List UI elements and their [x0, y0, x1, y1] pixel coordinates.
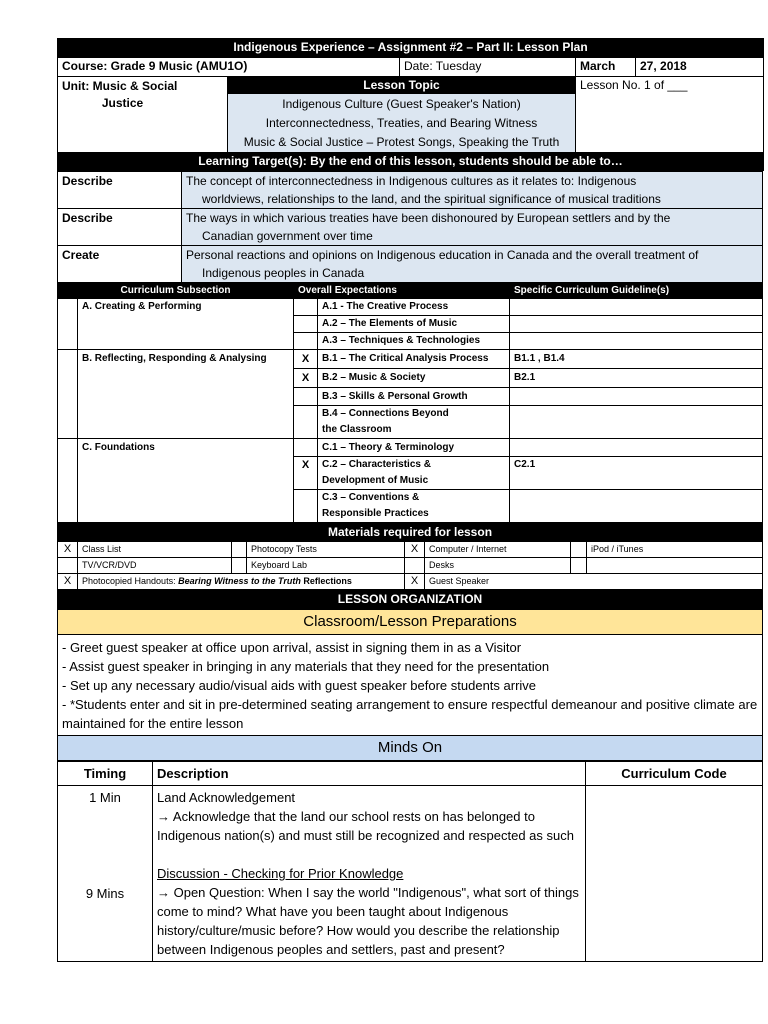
curriculum-check: [294, 388, 318, 406]
curriculum-guideline: [510, 439, 763, 457]
curriculum-subsection: C. Foundations: [78, 439, 294, 523]
curriculum-expectation: C.3 – Conventions & Responsible Practices: [318, 490, 510, 523]
target-text: [182, 246, 763, 283]
curriculum-header-guidelines: Specific Curriculum Guideline(s): [510, 284, 763, 299]
material-item: Photocopy Tests: [247, 542, 405, 558]
learning-targets-table: [57, 171, 763, 283]
materials-header: Materials required for lesson: [58, 524, 763, 542]
curriculum-guideline: [510, 406, 763, 439]
timing-value: 9 Mins: [85, 886, 125, 901]
preparation-item: - *Students enter and sit in pre-determined seating arrangement to ensure respectful demeanour and positive climate are maintained for the entire lesson: [62, 697, 758, 731]
curriculum-check: [294, 333, 318, 350]
topic-item: Music & Social Justice – Protest Songs, Speaking the Truth: [243, 135, 560, 149]
topic-item: Indigenous Culture (Guest Speaker's Nation): [282, 97, 521, 111]
curriculum-check: [294, 406, 318, 439]
curriculum-code-cell: [586, 786, 763, 962]
curriculum-guideline: [510, 388, 763, 406]
target-line: Canadian government over time: [202, 229, 373, 243]
material-check: X: [58, 574, 78, 590]
target-verb: Describe: [58, 172, 182, 209]
lesson-topic-header: Lesson Topic: [228, 77, 575, 94]
material-item: Keyboard Lab: [247, 558, 405, 574]
preparation-item: - Greet guest speaker at office upon arrival, assist in signing them in as a Visitor: [62, 640, 522, 655]
curriculum-guideline: [510, 490, 763, 523]
curriculum-expectation: B.1 – The Critical Analysis Process: [318, 350, 510, 369]
description-header: Description: [153, 762, 586, 786]
timing-column: [58, 786, 153, 962]
curriculum-check: X: [294, 350, 318, 369]
document-title: Indigenous Experience – Assignment #2 – Part II: Lesson Plan: [58, 39, 764, 58]
activity-title: Land Acknowledgement: [157, 790, 296, 805]
curriculum-guideline: B2.1: [510, 369, 763, 388]
material-item: TV/VCR/DVD: [78, 558, 232, 574]
lesson-topic-list: [228, 94, 575, 152]
timing-header: Timing: [58, 762, 153, 786]
curriculum-row: [58, 299, 763, 316]
preparation-item: - Assist guest speaker in bringing in any materials that they need for the presentation: [62, 659, 550, 674]
curriculum-subsection: B. Reflecting, Responding & Analysing: [78, 350, 294, 439]
material-check: [571, 558, 587, 574]
materials-row: [58, 542, 763, 558]
material-check: [232, 542, 247, 558]
materials-table: [57, 523, 763, 609]
curriculum-check: X: [294, 457, 318, 490]
curriculum-guideline: [510, 299, 763, 316]
curriculum-expectation: A.2 – The Elements of Music: [318, 316, 510, 333]
curriculum-header-expectations: Overall Expectations: [294, 284, 510, 299]
learning-target-header: Learning Target(s): By the end of this lesson, students should be able to…: [58, 153, 764, 171]
target-line: Personal reactions and opinions on Indigenous education in Canada and the overall treatment of: [186, 248, 699, 262]
month-field: March: [576, 58, 636, 77]
unit-line-2: Justice: [101, 96, 144, 110]
material-check: X: [405, 574, 425, 590]
curriculum-check: [294, 316, 318, 333]
curriculum-header-subsection: Curriculum Subsection: [58, 284, 294, 299]
target-line: Indigenous peoples in Canada: [202, 266, 365, 280]
materials-row: [58, 574, 763, 590]
handout-item: [78, 574, 405, 590]
minds-on-table: [57, 761, 763, 962]
preparations-list: [58, 635, 763, 736]
minds-on-header: Minds On: [58, 736, 763, 761]
materials-row: [58, 558, 763, 574]
material-item: Guest Speaker: [425, 574, 763, 590]
learning-target-row: [58, 246, 763, 283]
material-check: [405, 558, 425, 574]
curriculum-table: [57, 283, 763, 523]
curriculum-expectation: A.3 – Techniques & Technologies: [318, 333, 510, 350]
lesson-plan-document: [57, 38, 763, 962]
curriculum-expectation: A.1 - The Creative Process: [318, 299, 510, 316]
target-verb: Describe: [58, 209, 182, 246]
curriculum-check: [294, 439, 318, 457]
learning-target-row: [58, 172, 763, 209]
header-table: [57, 38, 764, 171]
curriculum-guideline: C2.1: [510, 457, 763, 490]
curriculum-row: [58, 439, 763, 457]
target-line: worldviews, relationships to the land, and the spiritual significance of musical traditions: [202, 192, 661, 206]
curriculum-check: [294, 490, 318, 523]
handout-prefix: Photocopied Handouts:: [82, 576, 179, 586]
topic-item: Interconnectedness, Treaties, and Bearing Witness: [265, 116, 538, 130]
learning-target-row: [58, 209, 763, 246]
curriculum-expectation: C.1 – Theory & Terminology: [318, 439, 510, 457]
target-text: [182, 172, 763, 209]
timing-value: 1 Min: [89, 790, 121, 805]
curriculum-guideline: B1.1 , B1.4: [510, 350, 763, 369]
lesson-topic-cell: [228, 77, 576, 153]
curriculum-expectation: B.2 – Music & Society: [318, 369, 510, 388]
preparation-item: - Set up any necessary audio/visual aids with guest speaker before students arrive: [62, 678, 537, 693]
curriculum-check: [294, 299, 318, 316]
activity-body: → Acknowledge that the land our school rests on has belonged to Indigenous nation(s) and must still be recognized and respected as such: [157, 809, 574, 843]
target-line: The ways in which various treaties have been dishonoured by European settlers and by the: [186, 211, 671, 225]
target-text: [182, 209, 763, 246]
date-field: Date: Tuesday: [400, 58, 576, 77]
material-item: [587, 558, 763, 574]
material-check: X: [58, 542, 78, 558]
course-field: Course: Grade 9 Music (AMU1O): [58, 58, 400, 77]
curriculum-row: [58, 350, 763, 369]
material-check: [232, 558, 247, 574]
curriculum-expectation: B.4 – Connections Beyond the Classroom: [318, 406, 510, 439]
curriculum-expectation: B.3 – Skills & Personal Growth: [318, 388, 510, 406]
material-item: Computer / Internet: [425, 542, 571, 558]
material-check: [58, 558, 78, 574]
target-line: The concept of interconnectedness in Indigenous cultures as it relates to: Indigenous: [186, 174, 637, 188]
curriculum-guideline: [510, 316, 763, 333]
target-verb: Create: [58, 246, 182, 283]
day-year-field: 27, 2018: [636, 58, 764, 77]
handout-suffix: Reflections: [300, 576, 352, 586]
material-check: X: [405, 542, 425, 558]
lesson-organization-header: LESSON ORGANIZATION: [58, 590, 763, 609]
material-check: [571, 542, 587, 558]
activity-title: Discussion - Checking for Prior Knowledge: [157, 866, 404, 881]
material-item: Class List: [78, 542, 232, 558]
description-column: [153, 786, 586, 962]
preparations-table: [57, 609, 763, 761]
material-item: iPod / iTunes: [587, 542, 763, 558]
curriculum-code-header: Curriculum Code: [586, 762, 763, 786]
curriculum-check: X: [294, 369, 318, 388]
lesson-number-field: Lesson No. 1 of ___: [576, 77, 764, 153]
activity-body: → Open Question: When I say the world "Indigenous", what sort of things come to mind? What have you been taught about Indigenous history/culture/music before? How would you describe the relationship between Indigenous peoples and settlers, past and present?: [157, 885, 579, 957]
material-item: Desks: [425, 558, 571, 574]
curriculum-subsection: A. Creating & Performing: [78, 299, 294, 350]
unit-line-1: Unit: Music & Social: [62, 79, 178, 93]
curriculum-guideline: [510, 333, 763, 350]
curriculum-expectation: C.2 – Characteristics & Development of Music: [318, 457, 510, 490]
unit-field: [58, 77, 228, 153]
handout-title: Bearing Witness to the Truth: [178, 576, 301, 586]
preparations-header: Classroom/Lesson Preparations: [58, 610, 763, 635]
